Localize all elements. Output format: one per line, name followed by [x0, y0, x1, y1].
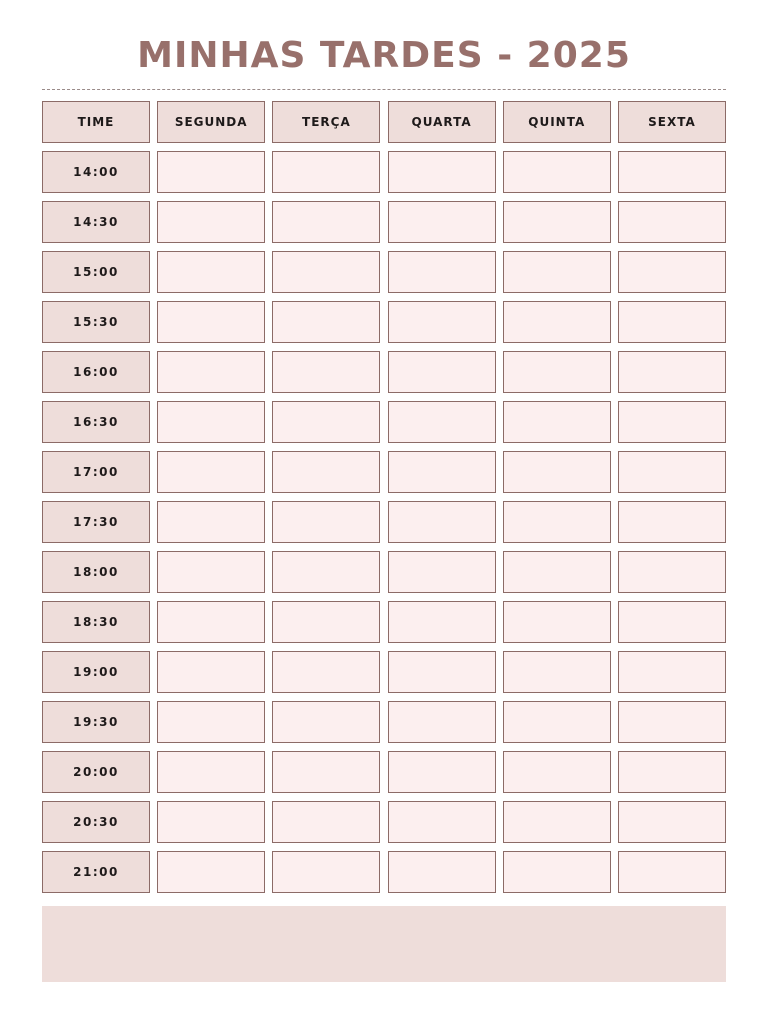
schedule-slot[interactable] [388, 501, 496, 543]
schedule-slot[interactable] [157, 601, 265, 643]
time-label: 14:00 [42, 151, 150, 193]
time-label: 20:00 [42, 751, 150, 793]
schedule-slot[interactable] [388, 651, 496, 693]
schedule-slot[interactable] [618, 801, 726, 843]
schedule-slot[interactable] [157, 251, 265, 293]
schedule-slot[interactable] [388, 801, 496, 843]
schedule-slot[interactable] [157, 401, 265, 443]
schedule-slot[interactable] [157, 651, 265, 693]
header-time: TIME [42, 101, 150, 143]
schedule-slot[interactable] [618, 351, 726, 393]
schedule-slot[interactable] [388, 201, 496, 243]
header-day-segunda: SEGUNDA [157, 101, 265, 143]
time-label: 17:30 [42, 501, 150, 543]
schedule-slot[interactable] [618, 701, 726, 743]
schedule-slot[interactable] [388, 151, 496, 193]
schedule-slot[interactable] [272, 251, 380, 293]
schedule-slot[interactable] [272, 351, 380, 393]
time-label: 14:30 [42, 201, 150, 243]
schedule-slot[interactable] [157, 501, 265, 543]
header-day-quarta: QUARTA [388, 101, 496, 143]
schedule-slot[interactable] [272, 651, 380, 693]
schedule-slot[interactable] [388, 351, 496, 393]
schedule-slot[interactable] [272, 751, 380, 793]
schedule-slot[interactable] [503, 851, 611, 893]
schedule-slot[interactable] [272, 701, 380, 743]
schedule-slot[interactable] [618, 601, 726, 643]
schedule-slot[interactable] [503, 551, 611, 593]
schedule-slot[interactable] [618, 551, 726, 593]
schedule-slot[interactable] [272, 451, 380, 493]
schedule-slot[interactable] [272, 301, 380, 343]
time-label: 16:30 [42, 401, 150, 443]
time-label: 20:30 [42, 801, 150, 843]
header-day-terca: TERÇA [272, 101, 380, 143]
schedule-slot[interactable] [618, 251, 726, 293]
time-label: 18:00 [42, 551, 150, 593]
schedule-slot[interactable] [503, 301, 611, 343]
schedule-slot[interactable] [503, 151, 611, 193]
schedule-slot[interactable] [618, 501, 726, 543]
schedule-slot[interactable] [503, 401, 611, 443]
schedule-slot[interactable] [272, 501, 380, 543]
schedule-slot[interactable] [503, 451, 611, 493]
schedule-slot[interactable] [272, 151, 380, 193]
schedule-slot[interactable] [503, 251, 611, 293]
schedule-slot[interactable] [618, 201, 726, 243]
header-day-quinta: QUINTA [503, 101, 611, 143]
schedule-slot[interactable] [618, 751, 726, 793]
title-divider [42, 89, 726, 90]
schedule-slot[interactable] [272, 851, 380, 893]
time-label: 21:00 [42, 851, 150, 893]
schedule-slot[interactable] [388, 451, 496, 493]
schedule-slot[interactable] [157, 201, 265, 243]
schedule-slot[interactable] [157, 351, 265, 393]
schedule-slot[interactable] [388, 701, 496, 743]
schedule-slot[interactable] [618, 851, 726, 893]
schedule-slot[interactable] [503, 701, 611, 743]
schedule-slot[interactable] [388, 301, 496, 343]
time-label: 17:00 [42, 451, 150, 493]
schedule-slot[interactable] [388, 851, 496, 893]
schedule-slot[interactable] [503, 351, 611, 393]
schedule-slot[interactable] [388, 401, 496, 443]
page-title: MINHAS TARDES - 2025 [137, 35, 631, 76]
time-label: 16:00 [42, 351, 150, 393]
notes-area[interactable] [42, 906, 726, 982]
time-label: 15:00 [42, 251, 150, 293]
schedule-slot[interactable] [618, 451, 726, 493]
schedule-slot[interactable] [503, 501, 611, 543]
schedule-slot[interactable] [618, 651, 726, 693]
schedule-slot[interactable] [272, 201, 380, 243]
schedule-slot[interactable] [618, 151, 726, 193]
schedule-slot[interactable] [503, 201, 611, 243]
schedule-slot[interactable] [618, 301, 726, 343]
schedule-slot[interactable] [157, 301, 265, 343]
schedule-slot[interactable] [272, 401, 380, 443]
schedule-slot[interactable] [272, 601, 380, 643]
schedule-slot[interactable] [388, 751, 496, 793]
schedule-slot[interactable] [157, 801, 265, 843]
schedule-slot[interactable] [503, 601, 611, 643]
schedule-slot[interactable] [157, 701, 265, 743]
schedule-slot[interactable] [388, 251, 496, 293]
schedule-slot[interactable] [503, 801, 611, 843]
time-label: 19:30 [42, 701, 150, 743]
header-day-sexta: SEXTA [618, 101, 726, 143]
schedule-slot[interactable] [503, 751, 611, 793]
time-label: 15:30 [42, 301, 150, 343]
schedule-slot[interactable] [272, 801, 380, 843]
schedule-slot[interactable] [157, 451, 265, 493]
schedule-slot[interactable] [157, 551, 265, 593]
time-label: 18:30 [42, 601, 150, 643]
schedule-slot[interactable] [503, 651, 611, 693]
schedule-slot[interactable] [157, 751, 265, 793]
schedule-table [42, 101, 726, 901]
schedule-slot[interactable] [388, 601, 496, 643]
schedule-slot[interactable] [618, 401, 726, 443]
schedule-slot[interactable] [157, 851, 265, 893]
time-label: 19:00 [42, 651, 150, 693]
schedule-slot[interactable] [272, 551, 380, 593]
schedule-slot[interactable] [388, 551, 496, 593]
schedule-slot[interactable] [157, 151, 265, 193]
